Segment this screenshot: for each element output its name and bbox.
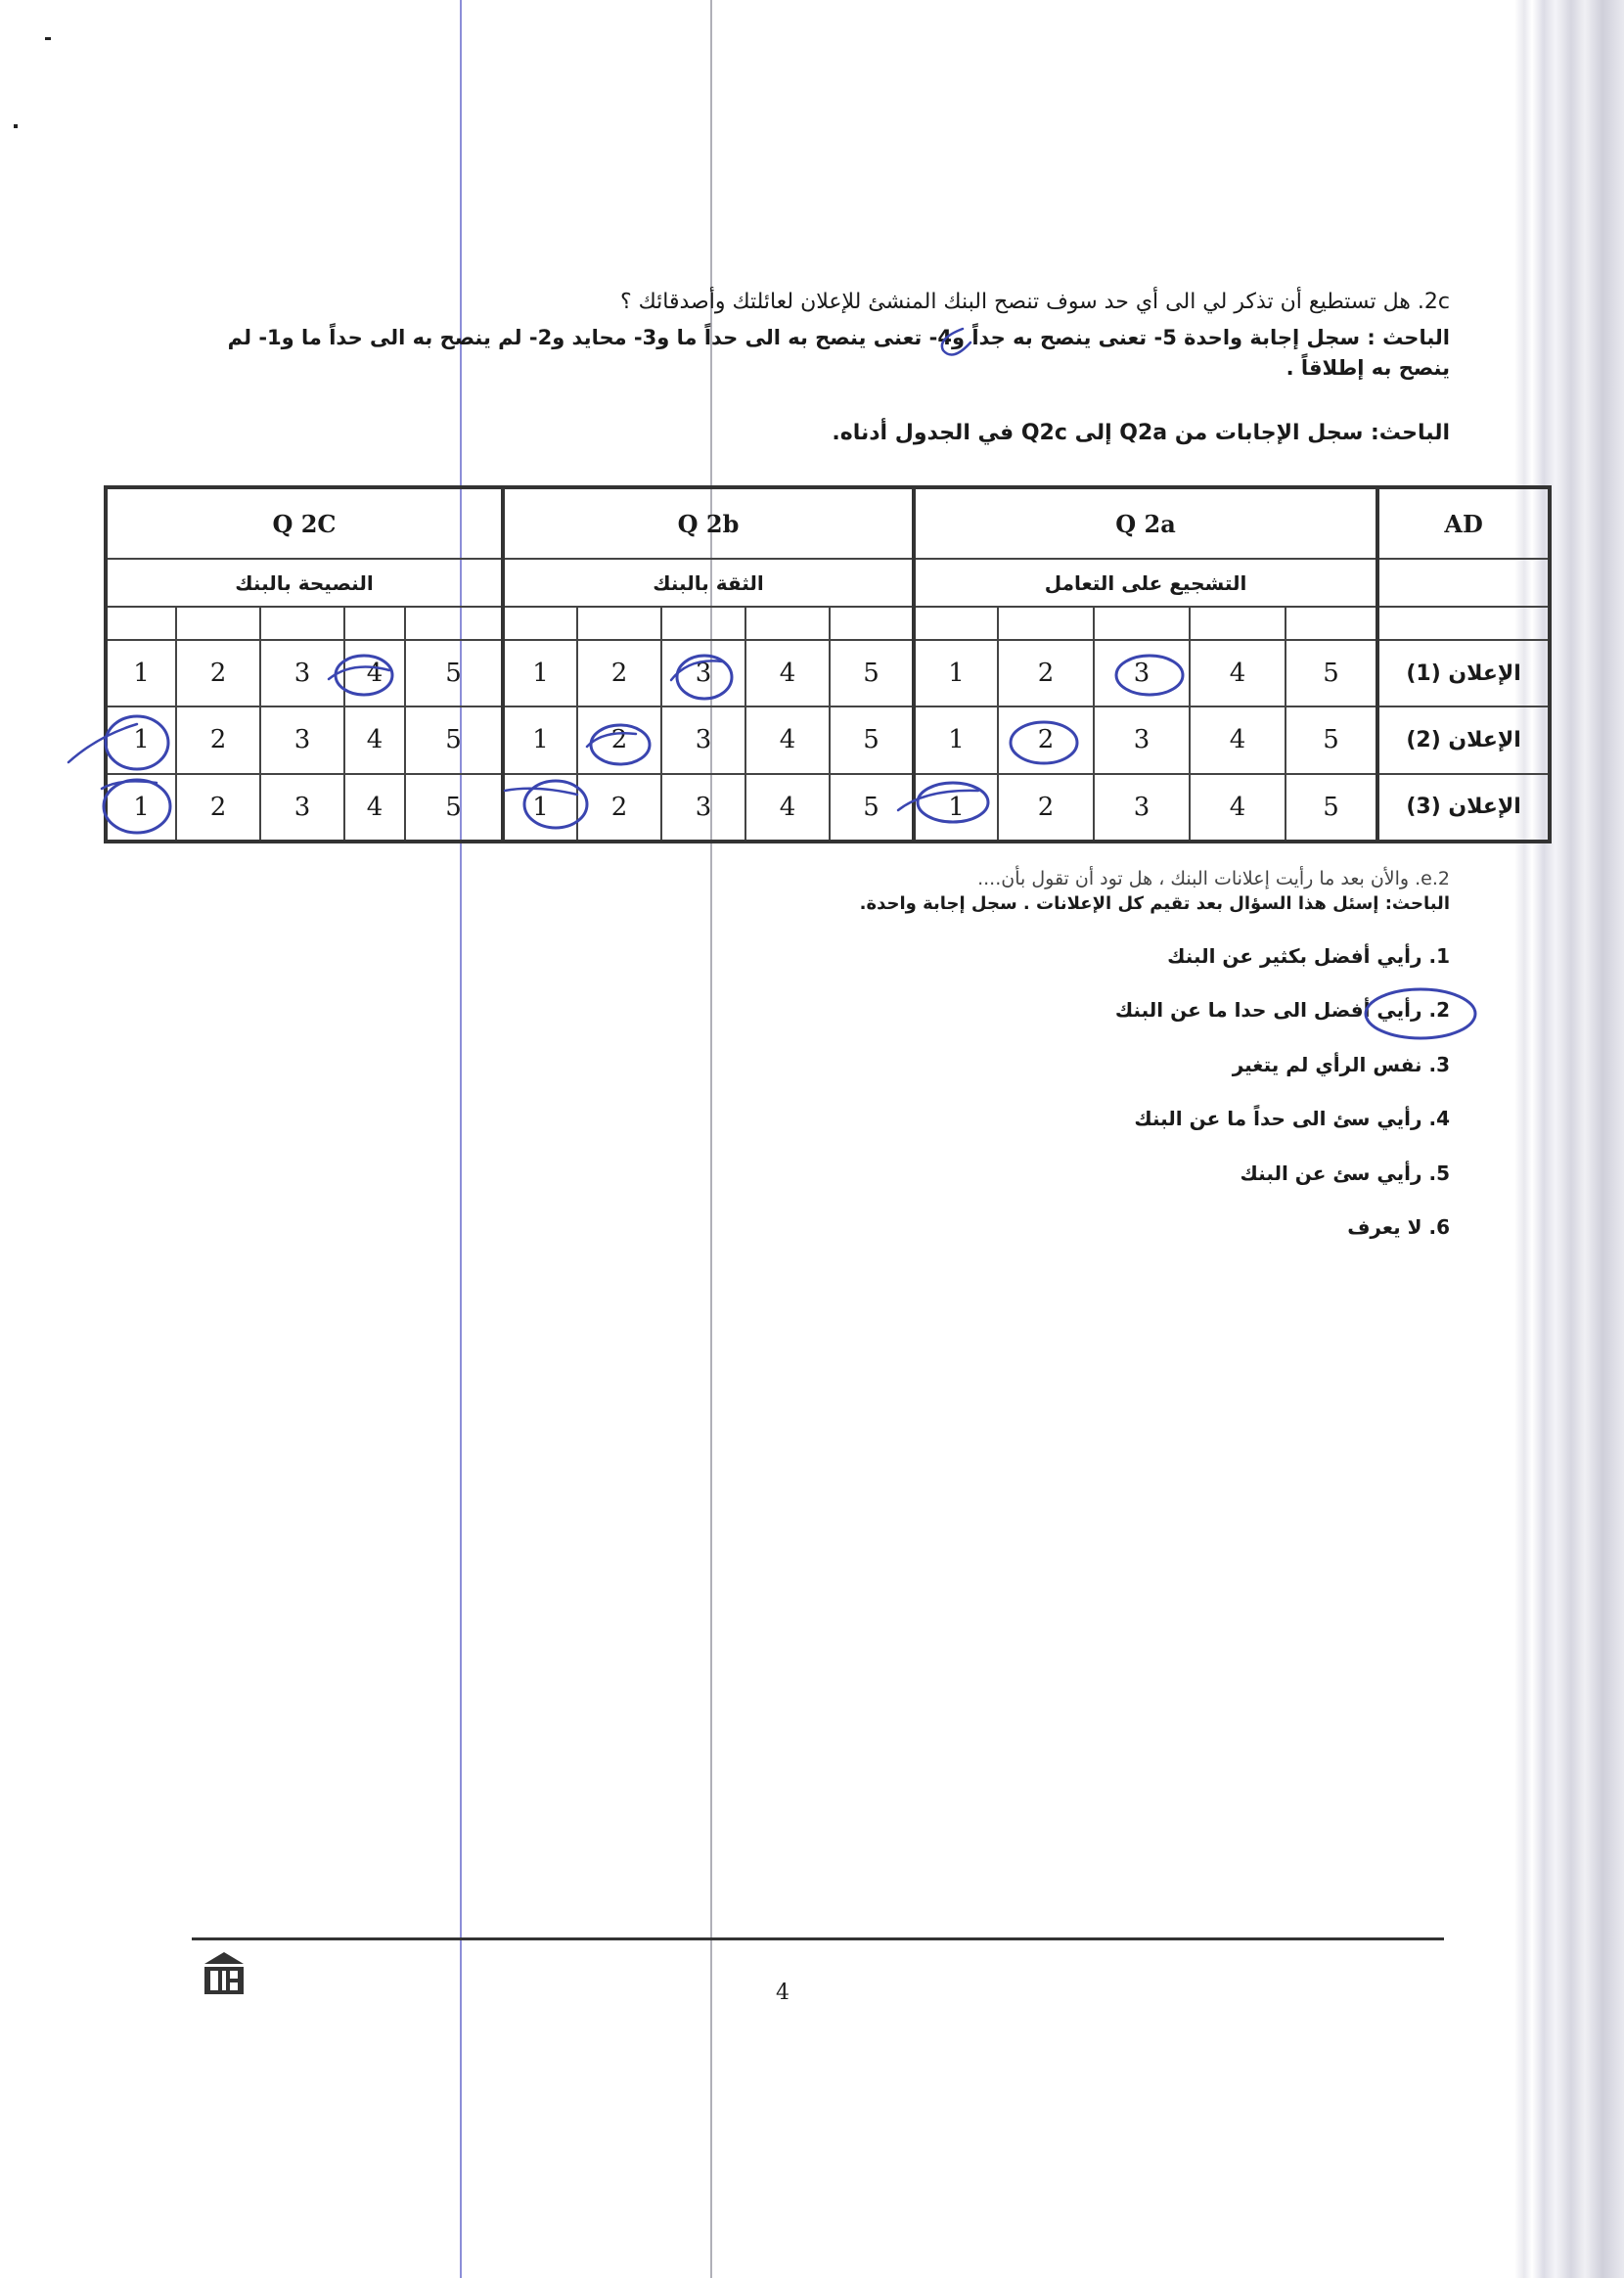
score-cell[interactable]: 2 <box>577 774 661 842</box>
score-cell[interactable]: 4 <box>745 640 830 706</box>
footer-rule <box>192 1937 1444 1940</box>
label-q2c: النصيحة بالبنك <box>106 559 503 606</box>
spacer-row <box>106 607 1550 640</box>
score-cell[interactable]: 5 <box>405 706 503 773</box>
score-cell[interactable]: 3 <box>1094 774 1190 842</box>
option-5[interactable]: 5. رأيي سئ عن البنك <box>1240 1162 1450 1185</box>
score-cell[interactable]: 3 <box>661 640 745 706</box>
table-row-ad1 <box>106 640 1550 706</box>
score-cell[interactable]: 4 <box>344 706 405 773</box>
score-cell[interactable]: 5 <box>1286 774 1377 842</box>
score-cell[interactable]: 2 <box>176 706 260 773</box>
score-cell[interactable]: 2 <box>577 640 661 706</box>
row-label: الإعلان (1) <box>1377 640 1550 706</box>
researcher-note: الباحث: سجل الإجابات من Q2a إلى Q2c في الجدول أدناه. <box>832 421 1450 445</box>
score-cell[interactable]: 2 <box>176 774 260 842</box>
score-cell[interactable]: 2 <box>998 706 1094 773</box>
company-logo-icon <box>201 1950 248 1997</box>
score-cell[interactable]: 1 <box>106 640 176 706</box>
scan-speck <box>14 124 18 128</box>
score-cell[interactable]: 2 <box>176 640 260 706</box>
table-row-ad2 <box>106 706 1550 773</box>
score-cell[interactable]: 1 <box>503 706 577 773</box>
score-cell[interactable]: 1 <box>914 706 998 773</box>
header-q2a: Q 2a <box>914 487 1377 559</box>
score-cell[interactable]: 2 <box>998 774 1094 842</box>
score-cell[interactable]: 1 <box>503 640 577 706</box>
page-number: 4 <box>776 1981 789 2005</box>
header-q2c: Q 2C <box>106 487 503 559</box>
score-cell[interactable]: 3 <box>260 706 344 773</box>
score-cell[interactable]: 5 <box>830 640 914 706</box>
score-cell[interactable]: 1 <box>106 774 176 842</box>
question-2e-instruction: الباحث: إسئل هذا السؤال بعد تقيم كل الإعلانات . سجل إجابة واحدة. <box>859 893 1450 914</box>
option-4[interactable]: 4. رأيي سئ الى حداً ما عن البنك <box>1134 1107 1450 1130</box>
score-cell[interactable]: 4 <box>745 706 830 773</box>
score-cell[interactable]: 3 <box>1094 640 1190 706</box>
score-cell[interactable]: 5 <box>830 774 914 842</box>
table-row-ad3 <box>106 774 1550 842</box>
score-cell[interactable]: 4 <box>344 774 405 842</box>
score-cell[interactable]: 3 <box>661 774 745 842</box>
score-cell[interactable]: 2 <box>998 640 1094 706</box>
header-ad: AD <box>1377 487 1550 559</box>
score-cell[interactable]: 3 <box>661 706 745 773</box>
score-cell[interactable]: 5 <box>405 640 503 706</box>
scan-speck <box>45 37 51 40</box>
question-2c-instruction: الباحث : سجل إجابة واحدة 5- تعنى ينصح به جداً و4- تعنى ينصح به الى حداً ما و3- محايد و2- لم ينصح به الى حداً ما و1- لم ينصح به إطلاقاً . <box>227 326 1450 380</box>
option-3[interactable]: 3. نفس الرأي لم يتغير <box>1232 1053 1450 1076</box>
score-cell[interactable]: 3 <box>260 640 344 706</box>
question-2e-text: 2.e. والأن بعد ما رأيت إعلانات البنك ، هل تود أن تقول بأن.... <box>977 868 1450 889</box>
label-q2b: الثقة بالبنك <box>503 559 914 606</box>
score-cell[interactable]: 4 <box>344 640 405 706</box>
row-label: الإعلان (2) <box>1377 706 1550 773</box>
score-cell[interactable]: 4 <box>1190 706 1286 773</box>
row-label: الإعلان (3) <box>1377 774 1550 842</box>
score-cell[interactable]: 3 <box>260 774 344 842</box>
scan-edge-strip <box>1514 0 1624 2278</box>
score-cell[interactable]: 2 <box>577 706 661 773</box>
label-q2a: التشجيع على التعامل <box>914 559 1377 606</box>
score-cell[interactable]: 5 <box>405 774 503 842</box>
question-2c-text: 2c. هل تستطيع أن تذكر لي الى أي حد سوف تنصح البنك المنشئ للإعلان لعائلتك وأصدقائك ؟ <box>619 290 1450 314</box>
score-cell[interactable]: 4 <box>745 774 830 842</box>
score-cell[interactable]: 1 <box>503 774 577 842</box>
score-cell[interactable]: 4 <box>1190 640 1286 706</box>
score-cell[interactable]: 1 <box>914 640 998 706</box>
score-cell[interactable]: 5 <box>830 706 914 773</box>
option-6[interactable]: 6. لا يعرف <box>1347 1215 1450 1239</box>
label-ad-empty <box>1377 559 1550 606</box>
score-cell[interactable]: 5 <box>1286 706 1377 773</box>
option-1[interactable]: 1. رأيي أفضل بكثير عن البنك <box>1167 944 1450 968</box>
score-cell[interactable]: 4 <box>1190 774 1286 842</box>
header-q2b: Q 2b <box>503 487 914 559</box>
score-cell[interactable]: 3 <box>1094 706 1190 773</box>
option-2[interactable]: 2. رأيي أفضل الى حدا ما عن البنك <box>1114 998 1450 1022</box>
score-cell[interactable]: 5 <box>1286 640 1377 706</box>
score-cell[interactable]: 1 <box>106 706 176 773</box>
score-cell[interactable]: 1 <box>914 774 998 842</box>
answers-table <box>104 485 1552 843</box>
